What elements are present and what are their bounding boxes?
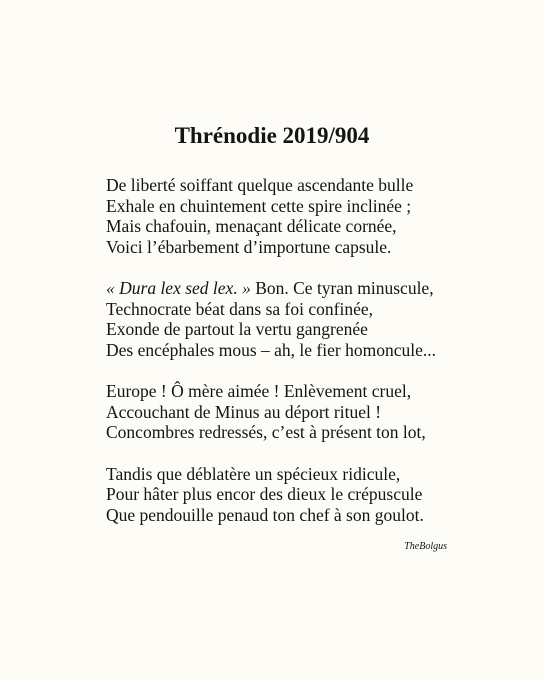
stanza-4: [106, 464, 526, 526]
poem-title: Thrénodie 2019/904: [174, 123, 370, 148]
verse-line: [106, 278, 526, 299]
verse-line: Technocrate béat dans sa foi confinée,: [106, 298, 373, 319]
verse-line: Concombres redressés, c’est à présent ton lot,: [106, 422, 426, 442]
stanza-2: [106, 278, 526, 360]
verse-line: Voici l’ébarbement d’importune capsule.: [106, 236, 392, 257]
author-signature: TheBolgus: [404, 541, 447, 552]
verse-line: Que pendouille penaud ton chef à son goulot.: [106, 504, 424, 525]
verse-line: Exonde de partout la vertu gangrenée: [106, 319, 368, 339]
stanza-3: [106, 381, 526, 443]
verse-line: Mais chafouin, menaçant délicate cornée,: [106, 216, 397, 236]
verse-line-rest: Bon. Ce tyran minuscule,: [250, 278, 434, 298]
stanza-1: [106, 175, 526, 257]
latin-quote: « Dura lex sed lex. »: [106, 278, 251, 298]
verse-line: Europe ! Ô mère aimée ! Enlèvement cruel,: [106, 381, 412, 401]
poem-body: [106, 175, 526, 546]
verse-line: Exhale en chuintement cette spire inclinée ;: [106, 195, 412, 216]
verse-line: Tandis que déblatère un spécieux ridicule,: [106, 463, 401, 484]
verse-line: De liberté soiffant quelque ascendante bulle: [106, 175, 414, 195]
verse-line: Pour hâter plus encor des dieux le crépuscule: [106, 484, 423, 504]
verse-line: Des encéphales mous – ah, le fier homoncule...: [106, 339, 436, 360]
verse-line: Accouchant de Minus au déport rituel !: [106, 401, 382, 422]
